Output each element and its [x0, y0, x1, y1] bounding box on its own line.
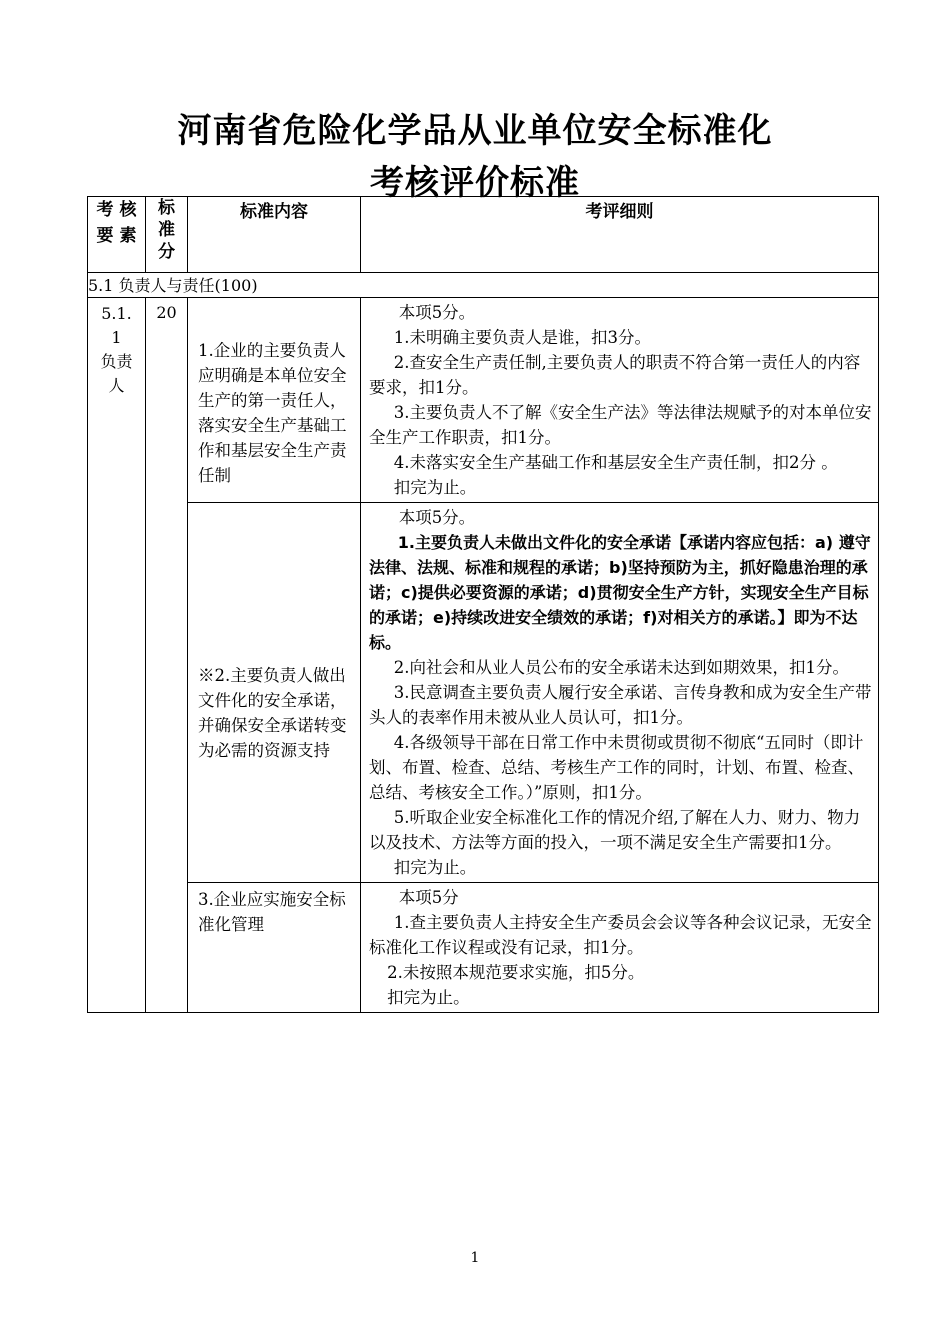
element-code: 5.1.1	[101, 304, 132, 347]
standard-content	[188, 298, 361, 503]
document-title-line1: 河南省危险化学品从业单位安全标准化	[177, 111, 773, 151]
table-row	[88, 883, 879, 1013]
detail-line: 2.未按照本规范要求实施，扣5分。	[387, 963, 645, 982]
header-element	[88, 197, 146, 273]
detail-line: 本项5分	[398, 888, 459, 907]
evaluation-table	[87, 196, 879, 1013]
section-row	[88, 273, 879, 298]
standard-text: ※2.主要负责人做出文件化的安全承诺，并确保安全承诺转变为必需的资源支持	[198, 666, 347, 760]
standard-content	[188, 883, 361, 1013]
detail-line: 3.民意调查主要负责人履行安全承诺、言传身教和成为安全生产带头人的表率作用未被从业人员认可，扣1分。	[369, 683, 872, 727]
table-row	[88, 298, 879, 503]
detail-line: 本项5分。	[398, 303, 476, 322]
element-name: 负责人	[100, 352, 133, 395]
detail-line: 2.查安全生产责任制,主要负责人的职责不符合第一责任人的内容要求，扣1分。	[369, 353, 861, 397]
detail-line: 本项5分。	[398, 508, 476, 527]
detail-line: 1.查主要负责人主持安全生产委员会会议等各种会议记录，无安全标准化工作议程或没有记录，扣1分。	[369, 913, 872, 957]
detail-line: 4.各级领导干部在日常工作中未贯彻或贯彻不彻底“五同时（即计划、布置、检查、总结、考核生产工作的同时，计划、布置、检查、总结、考核安全工作。）”原则，扣1分。	[369, 733, 864, 802]
element-score: 20	[146, 298, 188, 1013]
detail-content	[361, 298, 879, 503]
document-title-line2: 考核评价标准	[370, 163, 580, 203]
detail-line: 2.向社会和从业人员公布的安全承诺未达到如期效果，扣1分。	[393, 658, 849, 677]
section-title: 5.1 负责人与责任(100)	[88, 273, 879, 298]
standard-content	[188, 503, 361, 883]
header-score: 标准分	[146, 197, 188, 273]
table-header-row	[88, 197, 879, 273]
header-content: 标准内容	[188, 197, 361, 273]
standard-text: 1.企业的主要负责人应明确是本单位安全生产的第一责任人，落实安全生产基础工作和基层安全生产责任制	[198, 341, 347, 485]
element-cell	[88, 298, 146, 1013]
header-element-line2: 要 素	[96, 226, 137, 246]
standard-text: 3.企业应实施安全标准化管理	[198, 890, 346, 934]
detail-content	[361, 883, 879, 1013]
table-row	[88, 503, 879, 883]
header-detail: 考评细则	[361, 197, 879, 273]
detail-content	[361, 503, 879, 883]
detail-line: 扣完为止。	[387, 988, 470, 1007]
detail-line: 1.主要负责人未做出文件化的安全承诺【承诺内容应包括：a) 遵守法律、法规、标准和规程的承诺；b)坚持预防为主，抓好隐患治理的承诺；c)提供必要资源的承诺；d)贯彻安全生产方针，实现安全生产目标的承诺；e)持续改进安全绩效的承诺；f)对相关方的承诺。】即为不达标。	[369, 533, 871, 652]
header-element-line1: 考 核	[96, 200, 137, 220]
detail-line: 1.未明确主要负责人是谁，扣3分。	[393, 328, 651, 347]
detail-line: 3.主要负责人不了解《安全生产法》等法律法规赋予的对本单位安全生产工作职责，扣1分。	[369, 403, 872, 447]
detail-line: 4.未落实安全生产基础工作和基层安全生产责任制，扣2分 。	[393, 453, 838, 472]
detail-line: 扣完为止。	[393, 858, 477, 877]
page-number: 1	[470, 1250, 480, 1266]
detail-line: 5.听取企业安全标准化工作的情况介绍,了解在人力、财力、物力以及技术、方法等方面的投入，一项不满足安全生产需要扣1分。	[369, 808, 861, 852]
detail-line: 扣完为止。	[393, 478, 477, 497]
